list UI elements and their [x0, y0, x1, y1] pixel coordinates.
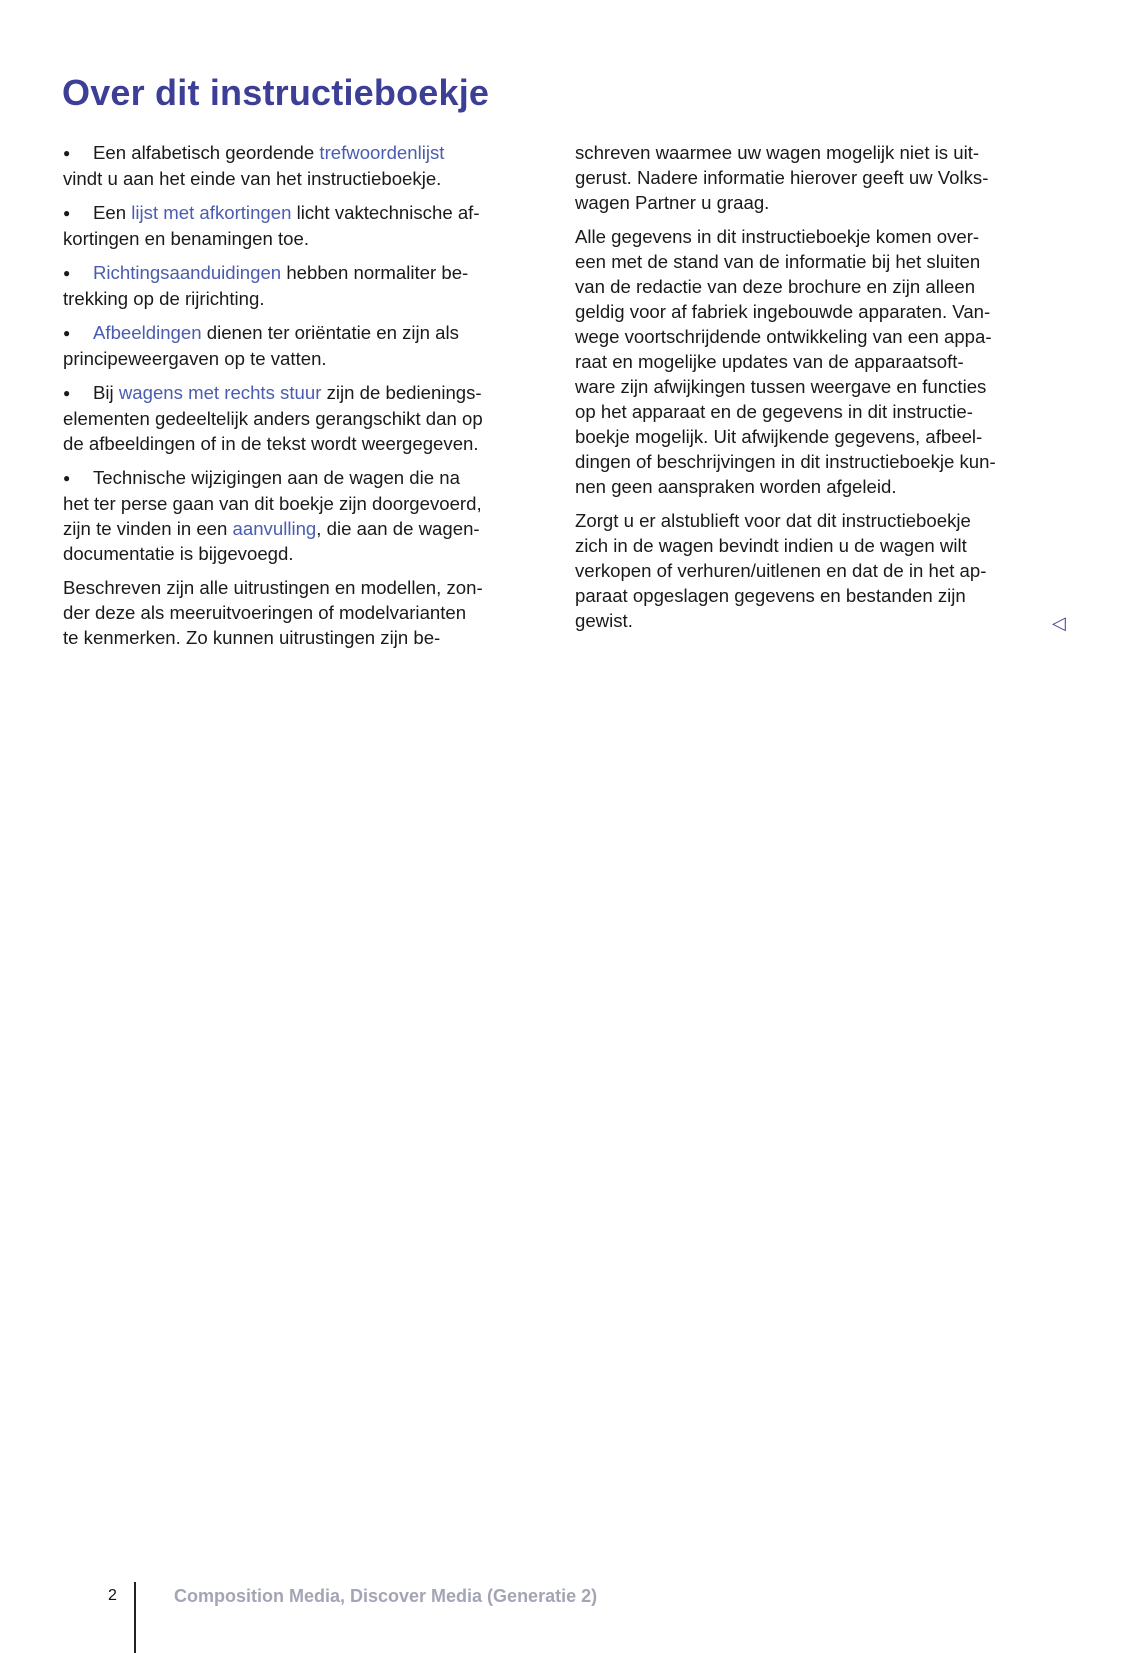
footer-divider	[134, 1582, 136, 1653]
cross-reference-link[interactable]: Richtingsaanduidingen	[93, 262, 282, 283]
text-segment: Alle gegevens in dit instructieboekje komen over-	[575, 226, 980, 247]
text-segment: trekking op de rijrichting.	[63, 288, 265, 309]
text-line	[575, 449, 1055, 474]
text-line	[63, 346, 543, 371]
text-segment: zijn de bedienings-	[321, 382, 482, 403]
text-segment: raat en mogelijke updates van de apparaatsoft-	[575, 351, 964, 372]
text-segment: geldig voor af fabriek ingebouwde apparaten. Van-	[575, 301, 991, 322]
bullet-item	[63, 260, 543, 311]
text-segment: het ter perse gaan van dit boekje zijn doorgevoerd,	[63, 493, 482, 514]
text-segment: wege voortschrijdende ontwikkeling van een appa-	[575, 326, 992, 347]
text-line	[63, 380, 543, 406]
text-line	[63, 465, 543, 491]
text-line	[575, 349, 1055, 374]
text-line	[63, 491, 543, 516]
paragraph	[575, 224, 1055, 499]
text-segment: vindt u aan het einde van het instructieboekje.	[63, 168, 442, 189]
text-line	[63, 600, 543, 625]
text-segment: zijn te vinden in een	[63, 518, 233, 539]
text-segment: een met de stand van de informatie bij het sluiten	[575, 251, 981, 272]
cross-reference-link[interactable]: trefwoordenlijst	[319, 142, 445, 163]
right-column	[575, 140, 1055, 642]
text-line	[63, 575, 543, 600]
text-segment: documentatie is bijgevoegd.	[63, 543, 294, 564]
text-line	[575, 374, 1055, 399]
text-segment: dienen ter oriëntatie en zijn als	[201, 322, 459, 343]
cross-reference-link[interactable]: aanvulling	[232, 518, 317, 539]
bullet-item	[63, 380, 543, 456]
text-line	[63, 320, 543, 346]
text-line	[63, 431, 543, 456]
cross-reference-link[interactable]: lijst met afkortingen	[131, 202, 292, 223]
text-line	[63, 516, 543, 541]
text-line	[63, 406, 543, 431]
text-line	[575, 249, 1055, 274]
text-segment: boekje mogelijk. Uit afwijkende gegevens, afbeel-	[575, 426, 983, 447]
text-line	[575, 533, 1055, 558]
text-segment: op het apparaat en de gegevens in dit instructie-	[575, 401, 973, 422]
text-line	[63, 166, 543, 191]
bullet-icon: ●	[63, 471, 71, 485]
text-segment: dingen of beschrijvingen in dit instructieboekje kun-	[575, 451, 996, 472]
text-segment: Bij	[93, 382, 119, 403]
text-segment: kortingen en benamingen toe.	[63, 228, 310, 249]
text-line	[63, 140, 543, 166]
paragraph	[63, 575, 543, 650]
page-title: Over dit instructieboekje	[62, 72, 490, 113]
text-segment: gerust. Nadere informatie hierover geeft uw Volks-	[575, 167, 989, 188]
text-segment: te kenmerken. Zo kunnen uitrustingen zijn be-	[63, 627, 441, 648]
text-line	[575, 424, 1055, 449]
bullet-icon: ●	[63, 146, 71, 160]
text-segment: , die aan de wagen-	[316, 518, 480, 539]
text-line	[575, 140, 1055, 165]
text-line	[575, 583, 1055, 608]
text-segment: Technische wijzigingen aan de wagen die na	[93, 467, 460, 488]
bullet-icon: ●	[63, 386, 71, 400]
text-line	[575, 508, 1055, 533]
text-segment: Beschreven zijn alle uitrustingen en modellen, zon-	[63, 577, 483, 598]
paragraph	[575, 508, 1055, 633]
text-segment: elementen gedeeltelijk anders gerangschikt dan op	[63, 408, 483, 429]
text-segment: paraat opgeslagen gegevens en bestanden zijn	[575, 585, 966, 606]
text-segment: wagen Partner u graag.	[575, 192, 770, 213]
text-line	[575, 299, 1055, 324]
text-segment: de afbeeldingen of in de tekst wordt weergegeven.	[63, 433, 479, 454]
text-segment: ware zijn afwijkingen tussen weergave en functies	[575, 376, 987, 397]
page-number: 2	[108, 1587, 117, 1604]
text-line	[63, 541, 543, 566]
bullet-icon: ●	[63, 266, 71, 280]
bullet-icon: ●	[63, 326, 71, 340]
text-segment: van de redactie van deze brochure en zijn alleen	[575, 276, 976, 297]
cross-reference-link[interactable]: wagens met rechts stuur	[118, 382, 322, 403]
text-segment: hebben normaliter be-	[281, 262, 469, 283]
text-line	[63, 260, 543, 286]
text-line	[63, 625, 543, 650]
text-line	[575, 558, 1055, 583]
text-line	[575, 608, 1055, 633]
bullet-item	[63, 200, 543, 251]
text-line	[575, 165, 1055, 190]
text-line	[575, 224, 1055, 249]
text-segment: Zorgt u er alstublieft voor dat dit instructieboekje	[575, 510, 971, 531]
bullet-icon: ●	[63, 206, 71, 220]
section-end-icon: ◁	[1052, 613, 1066, 633]
text-segment: licht vaktechnische af-	[291, 202, 480, 223]
text-segment: nen geen aanspraken worden afgeleid.	[575, 476, 897, 497]
text-segment: Een alfabetisch geordende	[93, 142, 320, 163]
text-line	[575, 190, 1055, 215]
text-line	[575, 399, 1055, 424]
text-segment: zich in de wagen bevindt indien u de wagen wilt	[575, 535, 967, 556]
text-line	[63, 226, 543, 251]
bullet-item	[63, 140, 543, 191]
text-line	[63, 286, 543, 311]
footer-title: Composition Media, Discover Media (Generatie 2)	[174, 1586, 598, 1606]
bullet-item	[63, 320, 543, 371]
text-segment: schreven waarmee uw wagen mogelijk niet is uit-	[575, 142, 980, 163]
text-segment: principeweergaven op te vatten.	[63, 348, 327, 369]
text-line	[575, 474, 1055, 499]
text-segment: verkopen of verhuren/uitlenen en dat de in het ap-	[575, 560, 987, 581]
text-line	[575, 324, 1055, 349]
text-line	[575, 274, 1055, 299]
text-segment: Een	[93, 202, 132, 223]
text-segment: gewist.	[575, 610, 633, 631]
text-line	[63, 200, 543, 226]
paragraph	[575, 140, 1055, 215]
bullet-item	[63, 465, 543, 566]
text-segment: der deze als meeruitvoeringen of modelvarianten	[63, 602, 467, 623]
cross-reference-link[interactable]: Afbeeldingen	[93, 322, 202, 343]
left-column	[63, 140, 543, 659]
